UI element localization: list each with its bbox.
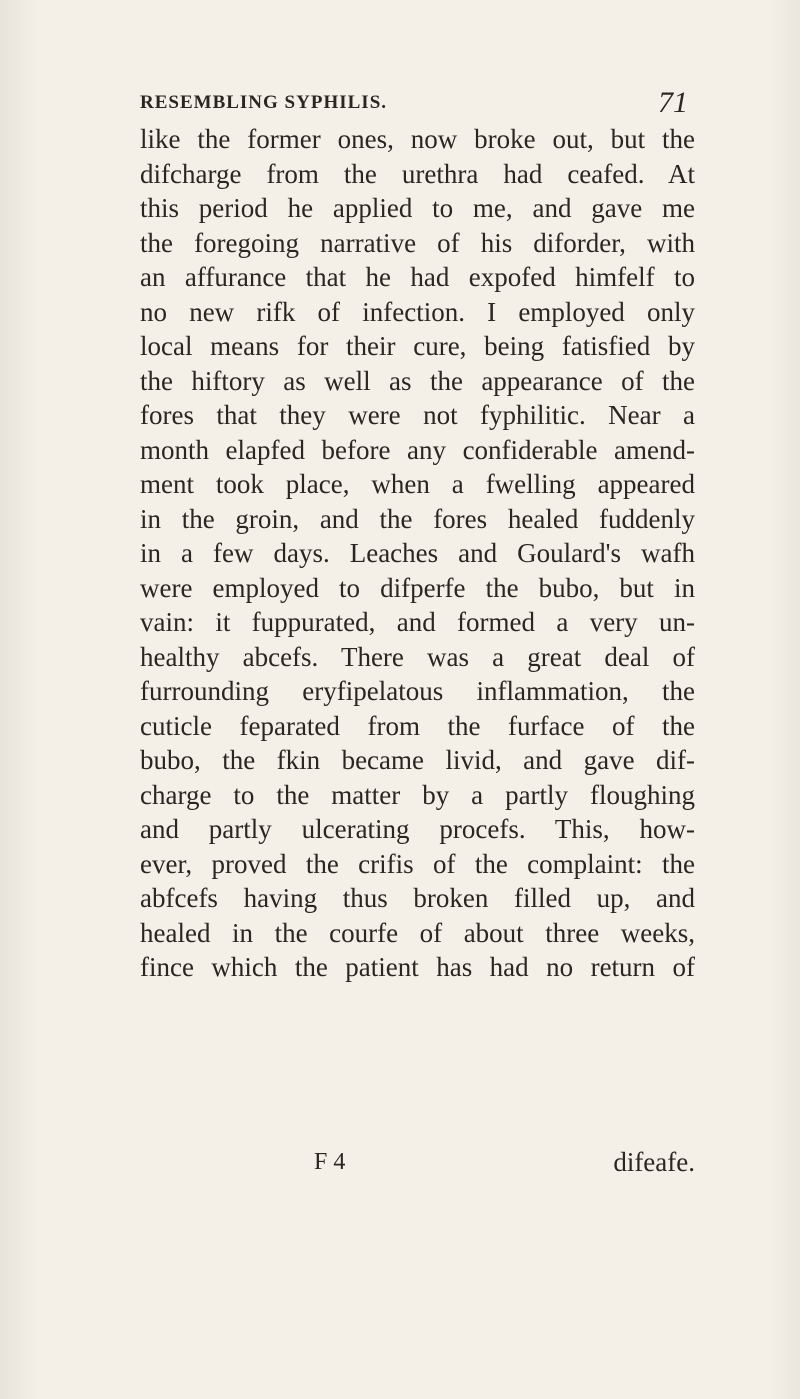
text-line: were employed to difperfe the bubo, but in (140, 572, 695, 603)
text-line: vain: it fuppurated, and formed a very un- (140, 607, 695, 637)
text-line: healed in the courfe of about three weeks, (140, 917, 695, 948)
text-line: month elapfed before any confiderable amend- (140, 434, 695, 465)
text-line: in a few days. Leaches and Goulard's wafh (140, 538, 695, 568)
page-header (140, 86, 700, 122)
text-line: bubo, the fkin became livid, and gave dif- (140, 745, 695, 775)
text-line: ever, proved the crifis of the complaint: the (140, 848, 695, 879)
running-title: RESEMBLING SYPHILIS. (140, 92, 388, 113)
page-footer (140, 1145, 695, 1179)
text-line: fores that they were not fyphilitic. Near a (140, 400, 695, 430)
text-line: cuticle feparated from the furface of the (140, 710, 695, 741)
text-line: fince which the patient has had no return of (140, 952, 695, 982)
text-line: difcharge from the urethra had ceafed. At (140, 158, 695, 189)
text-line: no new rifk of infection. I employed only (140, 296, 695, 327)
catchword: difeafe. (613, 1147, 695, 1177)
text-line: and partly ulcerating procefs. This, how- (140, 814, 695, 844)
text-line: furrounding eryfipelatous inflammation, the (140, 676, 695, 706)
signature-mark: F 4 (314, 1149, 346, 1175)
text-line: local means for their cure, being fatisfied by (140, 331, 695, 361)
body-text (140, 122, 695, 985)
text-line: the foregoing narrative of his diforder, with (140, 227, 695, 258)
text-line: abfcefs having thus broken filled up, and (140, 883, 695, 913)
text-line: ment took place, when a fwelling appeared (140, 469, 695, 499)
text-line: in the groin, and the fores healed fuddenly (140, 503, 695, 534)
text-line: like the former ones, now broke out, but the (140, 124, 695, 154)
page-number: 71 (658, 86, 688, 119)
text-line: an affurance that he had expofed himfelf to (140, 262, 695, 292)
text-line: healthy abcefs. There was a great deal of (140, 641, 695, 672)
text-line: the hiftory as well as the appearance of the (140, 365, 695, 396)
text-line: this period he applied to me, and gave me (140, 193, 695, 223)
text-line: charge to the matter by a partly floughing (140, 779, 695, 810)
